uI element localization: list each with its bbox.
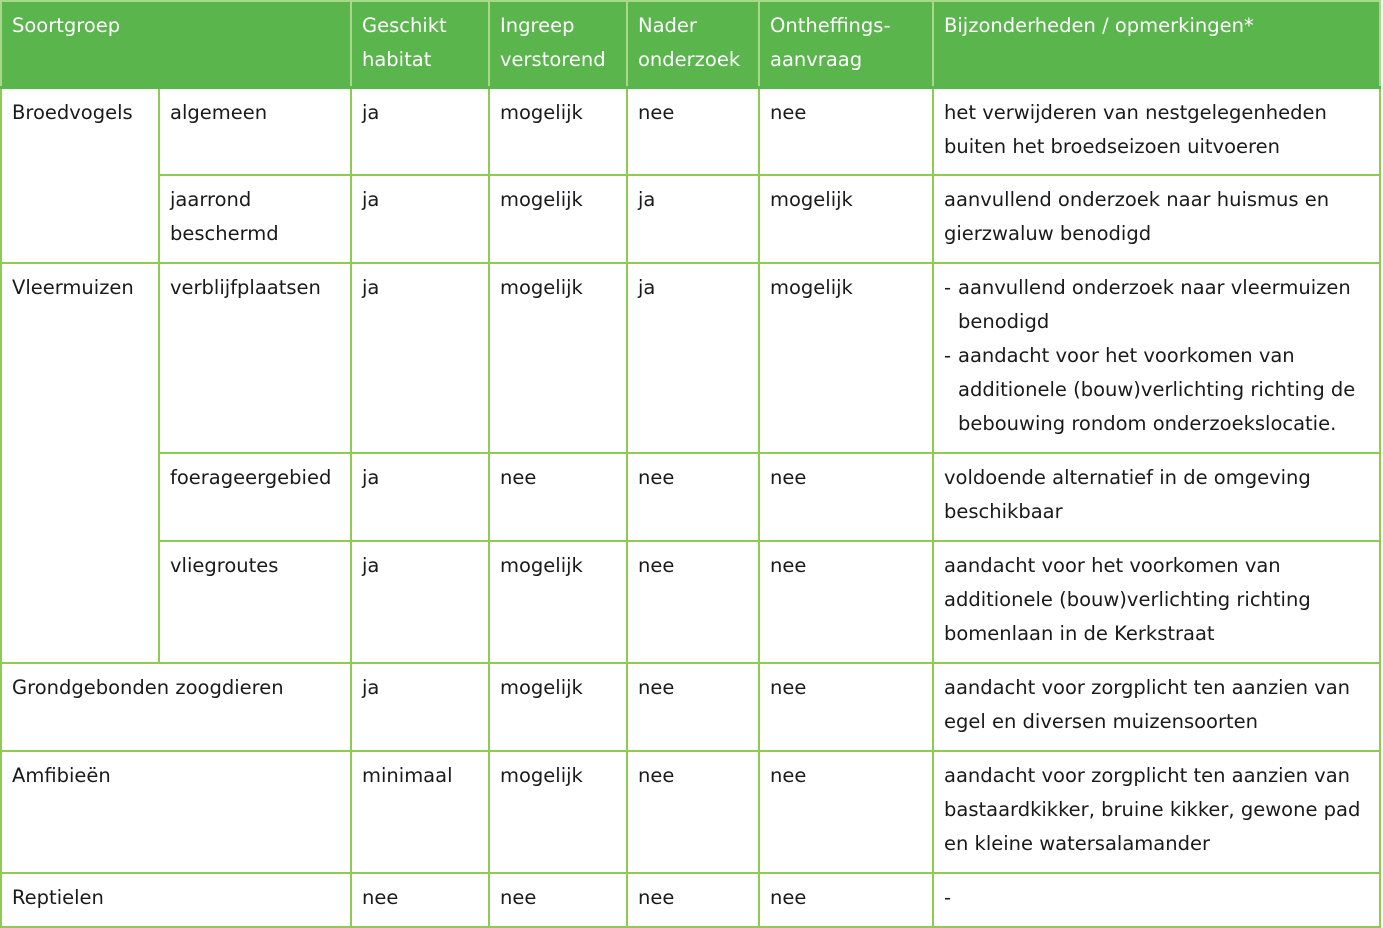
table-row xyxy=(1,87,1380,175)
opmerking-cell: aandacht voor zorgplicht ten aanzien van bastaardkikker, bruine kikker, gewone pad en kleine watersalamander xyxy=(933,751,1380,873)
nader-cell: nee xyxy=(627,751,759,873)
table-row xyxy=(1,453,1380,541)
opmerking-cell: aanvullend onderzoek naar huismus en gierzwaluw benodigd xyxy=(933,175,1380,263)
ontheffing-cell: nee xyxy=(759,87,933,175)
table-row xyxy=(1,751,1380,873)
subgroup-cell: jaarrond beschermd xyxy=(159,175,351,263)
subgroup-cell: algemeen xyxy=(159,87,351,175)
ontheffing-cell: nee xyxy=(759,541,933,663)
ingreep-cell: mogelijk xyxy=(489,751,627,873)
opmerking-cell xyxy=(933,263,1380,453)
header-bijzonderheden: Bijzonderheden / opmerkingen* xyxy=(933,1,1380,87)
group-cell: Grondgebonden zoogdieren xyxy=(1,663,351,751)
habitat-cell: ja xyxy=(351,453,489,541)
subgroup-cell: vliegroutes xyxy=(159,541,351,663)
habitat-cell: ja xyxy=(351,541,489,663)
table-row xyxy=(1,541,1380,663)
ontheffing-cell: nee xyxy=(759,873,933,927)
header-ingreep-verstorend: Ingreep verstorend xyxy=(489,1,627,87)
header-soortgroep: Soortgroep xyxy=(1,1,351,87)
ontheffing-cell: nee xyxy=(759,751,933,873)
table-row xyxy=(1,263,1380,453)
opmerking-list xyxy=(944,271,1371,441)
opmerking-cell: het verwijderen van nestgelegenheden buiten het broedseizoen uitvoeren xyxy=(933,87,1380,175)
ontheffing-cell: nee xyxy=(759,663,933,751)
opmerking-cell: - xyxy=(933,873,1380,927)
habitat-cell: nee xyxy=(351,873,489,927)
table-row xyxy=(1,663,1380,751)
group-cell: Amfibieën xyxy=(1,751,351,873)
subgroup-cell: foerageergebied xyxy=(159,453,351,541)
ingreep-cell: nee xyxy=(489,453,627,541)
ingreep-cell: mogelijk xyxy=(489,663,627,751)
habitat-cell: ja xyxy=(351,663,489,751)
group-cell: Reptielen xyxy=(1,873,351,927)
list-item: - aanvullend onderzoek naar vleermuizen benodigd xyxy=(944,271,1371,339)
nader-cell: nee xyxy=(627,453,759,541)
nader-cell: nee xyxy=(627,87,759,175)
subgroup-cell: verblijfplaatsen xyxy=(159,263,351,453)
habitat-cell: ja xyxy=(351,263,489,453)
habitat-cell: minimaal xyxy=(351,751,489,873)
ingreep-cell: mogelijk xyxy=(489,541,627,663)
header-geschikt-habitat: Geschikt habitat xyxy=(351,1,489,87)
nader-cell: ja xyxy=(627,263,759,453)
nader-cell: nee xyxy=(627,541,759,663)
table-row xyxy=(1,175,1380,263)
ontheffing-cell: nee xyxy=(759,453,933,541)
opmerking-cell: aandacht voor het voorkomen van additionele (bouw)verlichting richting bomenlaan in de Kerkstraat xyxy=(933,541,1380,663)
ontheffing-cell: mogelijk xyxy=(759,263,933,453)
group-cell: Vleermuizen xyxy=(1,263,159,663)
nader-cell: nee xyxy=(627,873,759,927)
group-cell: Broedvogels xyxy=(1,87,159,263)
ingreep-cell: mogelijk xyxy=(489,175,627,263)
ingreep-cell: nee xyxy=(489,873,627,927)
opmerking-cell: aandacht voor zorgplicht ten aanzien van egel en diversen muizensoorten xyxy=(933,663,1380,751)
header-nader-onderzoek: Nader onderzoek xyxy=(627,1,759,87)
list-item: - aandacht voor het voorkomen van additionele (bouw)verlichting richting de bebouwing rondom onderzoekslocatie. xyxy=(944,339,1371,441)
ingreep-cell: mogelijk xyxy=(489,263,627,453)
table-header xyxy=(1,1,1380,87)
header-ontheffingsaanvraag: Ontheffings-aanvraag xyxy=(759,1,933,87)
ingreep-cell: mogelijk xyxy=(489,87,627,175)
nader-cell: ja xyxy=(627,175,759,263)
habitat-cell: ja xyxy=(351,175,489,263)
ontheffing-cell: mogelijk xyxy=(759,175,933,263)
habitat-cell: ja xyxy=(351,87,489,175)
table-row xyxy=(1,873,1380,927)
nader-cell: nee xyxy=(627,663,759,751)
opmerking-cell: voldoende alternatief in de omgeving beschikbaar xyxy=(933,453,1380,541)
